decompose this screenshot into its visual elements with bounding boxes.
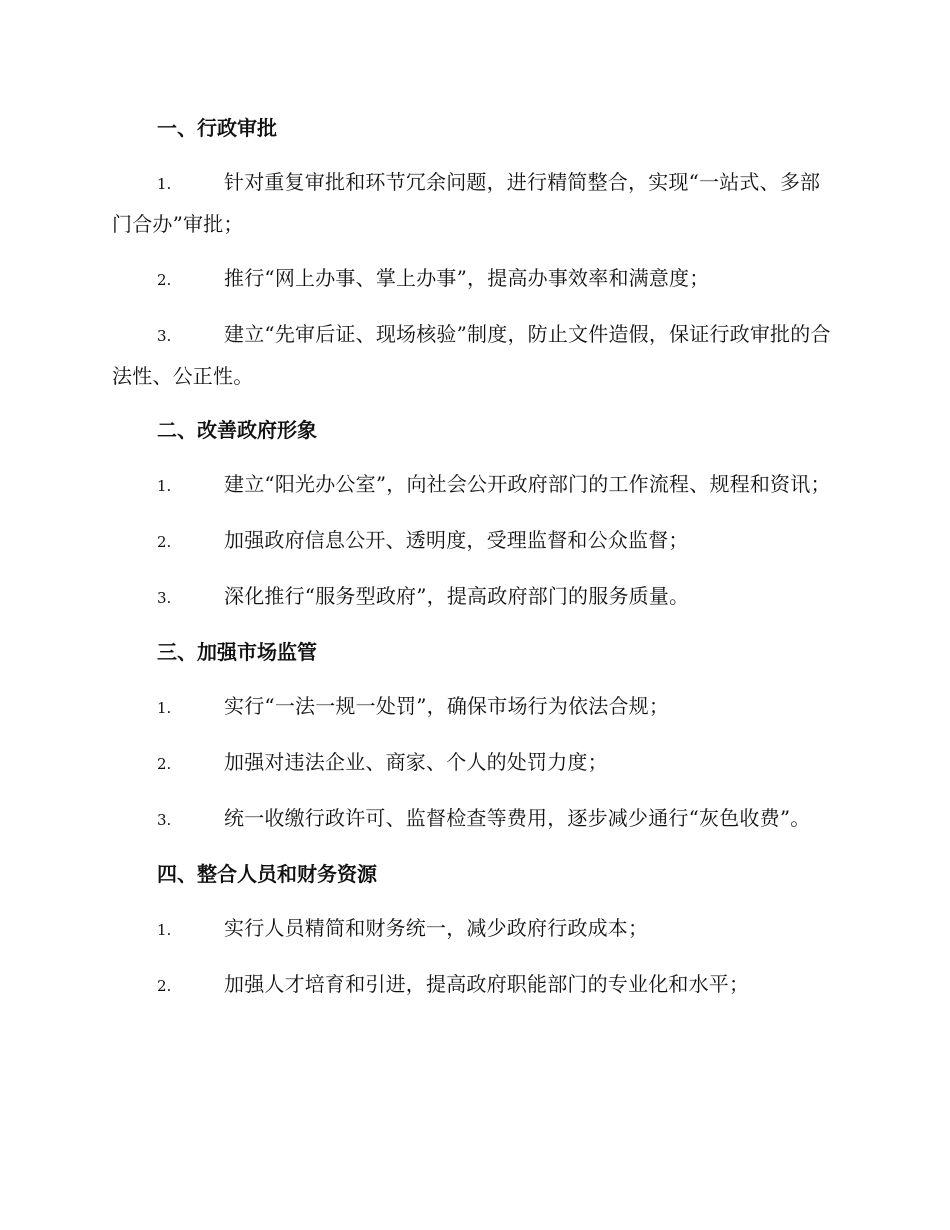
item-text: 深化推行“服务型政府”，提高政府部门的服务质量。 [224,584,690,608]
section-heading: 一、行政审批 [157,116,277,140]
item-text: 针对重复审批和环节冗余问题，进行精简整合，实现“一站式、多部门合办”审批； [112,170,821,236]
item-number: 1. [157,477,172,495]
list-item [112,162,837,244]
item-number: 3. [157,589,172,607]
list-item [112,464,837,506]
list-item [112,964,837,1006]
item-number: 2. [157,755,172,773]
item-text: 加强人才培育和引进，提高政府职能部门的专业化和水平； [224,972,750,996]
item-number: 1. [157,921,172,939]
item-text: 统一收缴行政许可、监督检查等费用，逐步减少通行“灰色收费”。 [224,806,811,830]
item-number: 1. [157,699,172,717]
item-text: 实行人员精简和财务统一，减少政府行政成本； [224,916,649,940]
item-text: 加强政府信息公开、透明度，受理监督和公众监督； [224,528,689,552]
item-text: 实行“一法一规一处罚”，确保市场行为依法合规； [224,694,670,718]
item-number: 2. [157,533,172,551]
list-item [112,520,837,562]
list-item [112,908,837,950]
list-item [112,742,837,784]
section-heading: 四、整合人员和财务资源 [157,862,377,886]
list-item [112,314,837,396]
item-number: 2. [157,271,172,289]
item-text: 推行“网上办事、掌上办事”，提高办事效率和满意度； [224,266,710,290]
document-body [112,108,837,1020]
item-text: 建立“先审后证、现场核验”制度，防止文件造假，保证行政审批的合法性、公正性。 [112,322,831,388]
list-item [112,576,837,618]
list-item [112,686,837,728]
item-number: 3. [157,327,172,345]
item-text: 建立“阳光办公室”，向社会公开政府部门的工作流程、规程和资讯； [224,472,831,496]
list-item [112,798,837,840]
list-item [112,258,837,300]
section-heading: 三、加强市场监管 [157,640,317,664]
item-number: 1. [157,175,172,193]
item-number: 2. [157,977,172,995]
section-heading: 二、改善政府形象 [157,418,317,442]
item-number: 3. [157,811,172,829]
item-text: 加强对违法企业、商家、个人的处罚力度； [224,750,608,774]
